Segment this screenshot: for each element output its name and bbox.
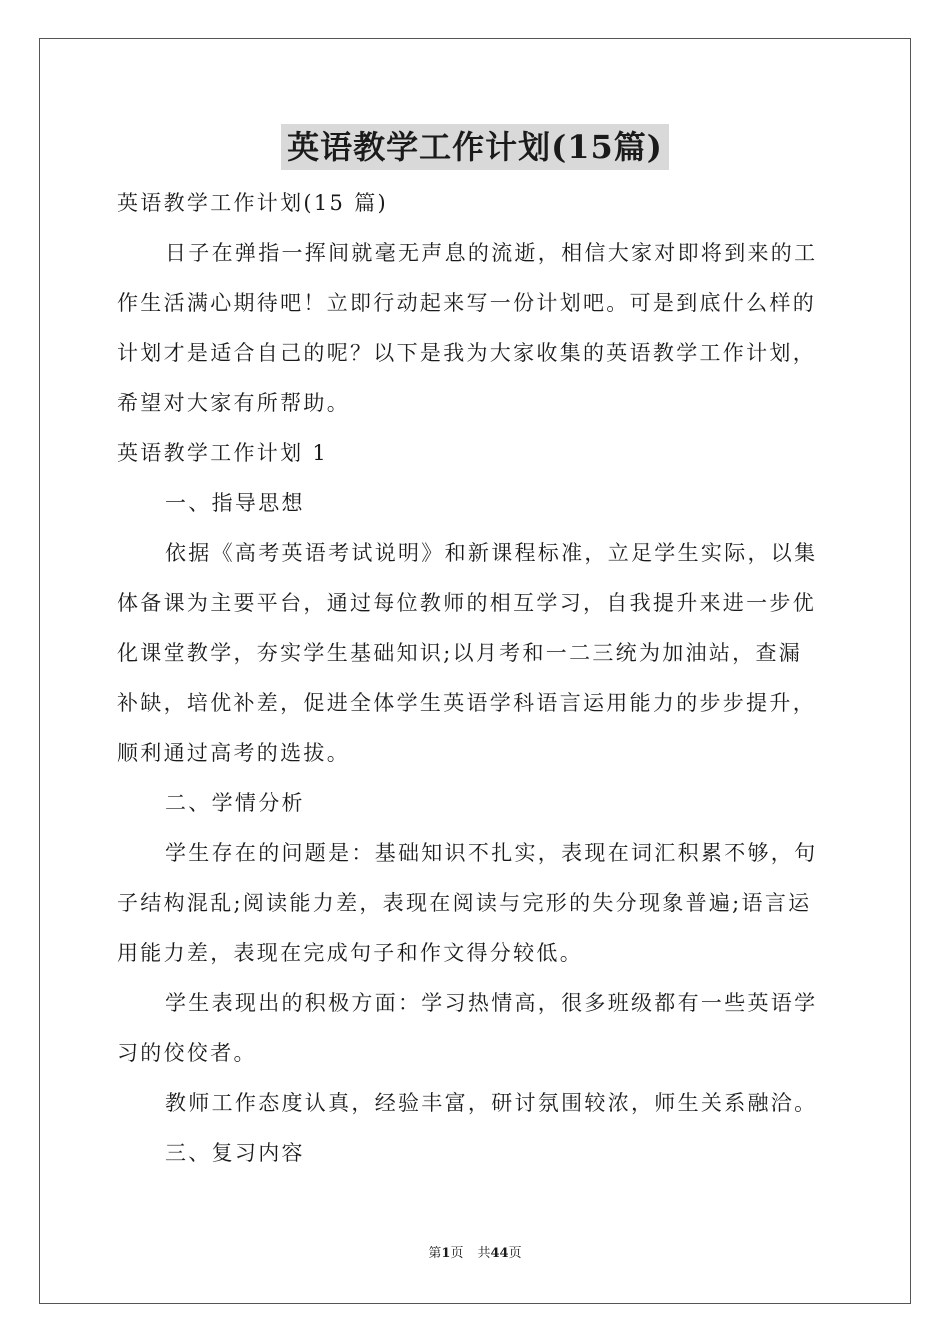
text-line: 子结构混乱;阅读能力差，表现在阅读与完形的失分现象普遍;语言运 <box>117 891 812 915</box>
text-line: 二、学情分析 <box>165 791 305 815</box>
text-line: 一、指导思想 <box>165 491 305 515</box>
text-line: 依据《高考英语考试说明》和新课程标准，立足学生实际，以集 <box>165 541 818 565</box>
text-line: 习的佼佼者。 <box>117 1041 257 1065</box>
text-line: 补缺，培优补差，促进全体学生英语学科语言运用能力的步步提升， <box>117 691 816 715</box>
total-suffix: 页 <box>508 1246 522 1261</box>
text-line: 计划才是适合自己的呢？以下是我为大家收集的英语教学工作计划， <box>117 341 816 365</box>
total-pages: 44 <box>490 1246 509 1261</box>
text-line: 英语教学工作计划(15 篇) <box>117 191 388 215</box>
page-footer <box>0 1244 950 1264</box>
page-suffix: 页 <box>450 1246 464 1261</box>
text-line: 学生表现出的积极方面：学习热情高，很多班级都有一些英语学 <box>165 991 818 1015</box>
text-line: 英语教学工作计划 1 <box>117 441 329 465</box>
text-line: 用能力差，表现在完成句子和作文得分较低。 <box>117 941 583 965</box>
text-line: 学生存在的问题是：基础知识不扎实，表现在词汇积累不够，句 <box>165 841 818 865</box>
page-number: 1 <box>441 1246 451 1261</box>
text-line: 希望对大家有所帮助。 <box>117 391 350 415</box>
title-container <box>0 124 950 170</box>
text-line: 教师工作态度认真，经验丰富，研讨氛围较浓，师生关系融洽。 <box>165 1091 818 1115</box>
text-line: 化课堂教学，夯实学生基础知识;以月考和一二三统为加油站，查漏 <box>117 641 803 665</box>
text-line: 顺利通过高考的选拔。 <box>117 741 350 765</box>
page-prefix: 第 <box>428 1246 442 1261</box>
text-line: 日子在弹指一挥间就毫无声息的流逝，相信大家对即将到来的工 <box>165 241 818 265</box>
document-title: 英语教学工作计划(15篇) <box>281 124 669 170</box>
total-prefix: 共 <box>477 1246 491 1261</box>
text-line: 作生活满心期待吧！立即行动起来写一份计划吧。可是到底什么样的 <box>117 291 816 315</box>
document-body <box>117 178 837 1178</box>
text-line: 三、复习内容 <box>165 1141 305 1165</box>
text-line: 体备课为主要平台，通过每位教师的相互学习，自我提升来进一步优 <box>117 591 816 615</box>
